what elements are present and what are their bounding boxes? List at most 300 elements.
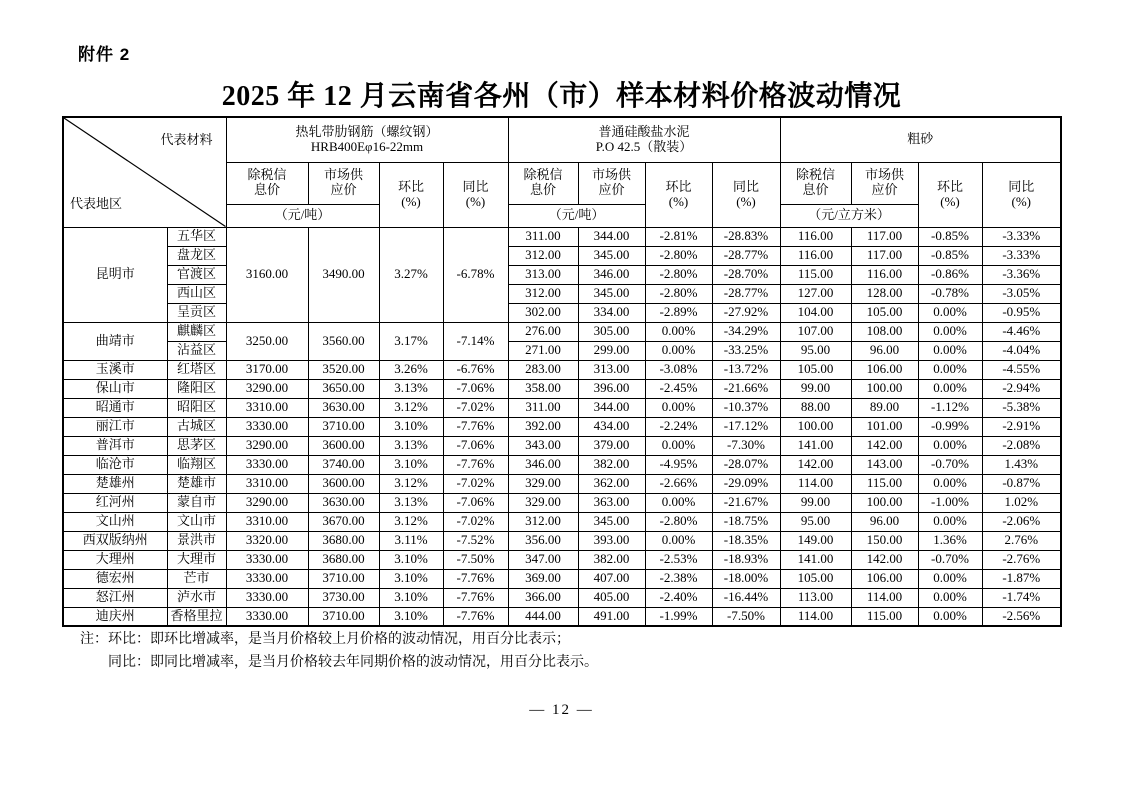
cement-value-cell: -2.80%: [645, 284, 712, 303]
cement-value-cell: -2.80%: [645, 512, 712, 531]
sand-value-cell: 141.00: [780, 436, 851, 455]
sand-value-cell: -3.36%: [982, 265, 1061, 284]
steel-value-cell: -7.76%: [443, 588, 508, 607]
steel-unit-header: （元/吨）: [226, 204, 379, 227]
sand-yoy-l1: 同比: [1008, 178, 1035, 194]
material-sand-line1: 粗砂: [907, 131, 934, 147]
steel-value-cell: -7.52%: [443, 531, 508, 550]
steel-value-cell: 3170.00: [226, 360, 308, 379]
sand-yoy-header: [982, 162, 1061, 227]
sand-value-cell: 143.00: [851, 455, 918, 474]
table-row: [63, 493, 1061, 512]
sand-value-cell: 95.00: [780, 512, 851, 531]
cement-value-cell: 311.00: [508, 398, 578, 417]
prefecture-cell: 丽江市: [63, 417, 167, 436]
sand-value-cell: 2.76%: [982, 531, 1061, 550]
cement-mom-header: [645, 162, 712, 227]
sand-mom-l1: 环比: [937, 178, 964, 194]
steel-value-cell: -7.76%: [443, 417, 508, 436]
cement-value-cell: 379.00: [578, 436, 645, 455]
steel-value-cell: 3670.00: [308, 512, 379, 531]
cement-price1-header: [508, 162, 578, 204]
sand-value-cell: 100.00: [851, 493, 918, 512]
table-row: [63, 360, 1061, 379]
steel-value-cell: 3320.00: [226, 531, 308, 550]
cement-value-cell: 362.00: [578, 474, 645, 493]
cement-value-cell: 363.00: [578, 493, 645, 512]
steel-value-cell: -7.06%: [443, 379, 508, 398]
cement-value-cell: -2.38%: [645, 569, 712, 588]
prefecture-cell: 玉溪市: [63, 360, 167, 379]
table-row: [63, 246, 1061, 265]
prefecture-cell: 昭通市: [63, 398, 167, 417]
steel-value-cell: 3560.00: [308, 322, 379, 360]
sand-unit-header: （元/立方米）: [780, 204, 918, 227]
cement-value-cell: -2.40%: [645, 588, 712, 607]
cement-value-cell: 382.00: [578, 455, 645, 474]
sand-value-cell: 105.00: [780, 569, 851, 588]
district-cell: 芒市: [167, 569, 226, 588]
steel-value-cell: 3.13%: [379, 436, 443, 455]
cement-value-cell: 369.00: [508, 569, 578, 588]
sand-value-cell: 149.00: [780, 531, 851, 550]
table-row: [63, 379, 1061, 398]
prefecture-cell: 西双版纳州: [63, 531, 167, 550]
sand-value-cell: 105.00: [851, 303, 918, 322]
cement-value-cell: -2.89%: [645, 303, 712, 322]
cement-value-cell: -2.53%: [645, 550, 712, 569]
sand-value-cell: -0.95%: [982, 303, 1061, 322]
sand-value-cell: -2.76%: [982, 550, 1061, 569]
steel-yoy-header: [443, 162, 508, 227]
cement-value-cell: -18.93%: [712, 550, 780, 569]
cement-value-cell: 0.00%: [645, 436, 712, 455]
table-row: [63, 474, 1061, 493]
district-cell: 五华区: [167, 227, 226, 246]
sand-value-cell: 114.00: [780, 474, 851, 493]
cement-value-cell: 312.00: [508, 284, 578, 303]
cement-value-cell: 0.00%: [645, 322, 712, 341]
cement-value-cell: 0.00%: [645, 493, 712, 512]
table-row: [63, 550, 1061, 569]
material-steel-line1: 热轧带肋钢筋（螺纹钢）: [295, 123, 439, 139]
steel-value-cell: 3710.00: [308, 569, 379, 588]
cement-value-cell: -2.81%: [645, 227, 712, 246]
steel-value-cell: 3160.00: [226, 227, 308, 322]
cement-value-cell: 305.00: [578, 322, 645, 341]
table-row: [63, 398, 1061, 417]
steel-value-cell: 3310.00: [226, 512, 308, 531]
steel-value-cell: 3330.00: [226, 455, 308, 474]
sand-value-cell: 100.00: [851, 379, 918, 398]
cement-yoy-header: [712, 162, 780, 227]
steel-value-cell: 3.12%: [379, 512, 443, 531]
steel-value-cell: 3650.00: [308, 379, 379, 398]
steel-value-cell: 3680.00: [308, 531, 379, 550]
corner-material-label: 代表材料: [160, 132, 213, 147]
sand-value-cell: 115.00: [851, 474, 918, 493]
cement-value-cell: 329.00: [508, 493, 578, 512]
footnote-yoy: 同比：即同比增减率，是当月价格较去年同期价格的波动情况，用百分比表示。: [108, 655, 598, 670]
sand-value-cell: 99.00: [780, 493, 851, 512]
prefecture-cell: 普洱市: [63, 436, 167, 455]
page-title: 2025 年 12 月云南省各州（市）样本材料价格波动情况: [221, 81, 902, 112]
price-table: [62, 116, 1062, 627]
steel-price1-l1: 除税信: [247, 167, 287, 183]
steel-value-cell: 3680.00: [308, 550, 379, 569]
steel-value-cell: -7.14%: [443, 322, 508, 360]
material-cement-line2: P.O 42.5（散装）: [595, 138, 693, 154]
sand-mom-header: [918, 162, 982, 227]
sand-yoy-l2: (%): [1011, 193, 1032, 209]
sand-value-cell: 128.00: [851, 284, 918, 303]
steel-value-cell: -7.76%: [443, 607, 508, 626]
attachment-label: 附件 2: [78, 45, 131, 64]
cement-unit-header: （元/吨）: [508, 204, 645, 227]
cement-value-cell: -4.95%: [645, 455, 712, 474]
sand-value-cell: 0.00%: [918, 436, 982, 455]
district-cell: 官渡区: [167, 265, 226, 284]
steel-value-cell: 3.10%: [379, 569, 443, 588]
steel-price2-l2: 应价: [330, 182, 357, 197]
table-row: [63, 588, 1061, 607]
sand-value-cell: 106.00: [851, 569, 918, 588]
cement-value-cell: -2.24%: [645, 417, 712, 436]
sand-value-cell: 1.36%: [918, 531, 982, 550]
table-row: [63, 455, 1061, 474]
steel-value-cell: 3290.00: [226, 436, 308, 455]
sand-value-cell: 0.00%: [918, 341, 982, 360]
steel-value-cell: 3250.00: [226, 322, 308, 360]
prefecture-cell: 临沧市: [63, 455, 167, 474]
steel-value-cell: 3.12%: [379, 398, 443, 417]
sand-value-cell: 0.00%: [918, 588, 982, 607]
cement-value-cell: 345.00: [578, 246, 645, 265]
table-row: [63, 265, 1061, 284]
steel-value-cell: 3710.00: [308, 607, 379, 626]
prefecture-cell: 楚雄州: [63, 474, 167, 493]
steel-yoy-l1: 同比: [462, 178, 489, 194]
table-row: [63, 531, 1061, 550]
steel-value-cell: 3.12%: [379, 474, 443, 493]
sand-value-cell: 142.00: [851, 436, 918, 455]
cement-value-cell: -18.00%: [712, 569, 780, 588]
prefecture-cell: 文山州: [63, 512, 167, 531]
material-steel-line2: HRB400Eφ16-22mm: [310, 138, 424, 154]
cement-value-cell: -18.75%: [712, 512, 780, 531]
steel-price1-header: [226, 162, 308, 204]
district-cell: 盘龙区: [167, 246, 226, 265]
steel-value-cell: -7.50%: [443, 550, 508, 569]
sand-value-cell: 115.00: [851, 607, 918, 626]
steel-mom-l2: (%): [401, 193, 421, 209]
material-cement-line1: 普通硅酸盐水泥: [598, 123, 690, 139]
sand-value-cell: 1.02%: [982, 493, 1061, 512]
cement-value-cell: 356.00: [508, 531, 578, 550]
cement-value-cell: 396.00: [578, 379, 645, 398]
district-cell: 蒙自市: [167, 493, 226, 512]
sand-price1-l2: 息价: [802, 182, 829, 197]
table-row: [63, 569, 1061, 588]
sand-value-cell: 116.00: [851, 265, 918, 284]
sand-value-cell: -0.85%: [918, 246, 982, 265]
table-row: [63, 512, 1061, 531]
prefecture-cell: 怒江州: [63, 588, 167, 607]
sand-value-cell: -0.87%: [982, 474, 1061, 493]
sand-value-cell: -2.94%: [982, 379, 1061, 398]
cement-value-cell: 344.00: [578, 398, 645, 417]
sand-value-cell: 127.00: [780, 284, 851, 303]
cement-value-cell: 271.00: [508, 341, 578, 360]
sand-value-cell: -3.05%: [982, 284, 1061, 303]
prefecture-cell: 保山市: [63, 379, 167, 398]
steel-value-cell: -7.06%: [443, 493, 508, 512]
page-number: — 12 —: [529, 702, 594, 718]
table-row: [63, 322, 1061, 341]
steel-value-cell: 3330.00: [226, 569, 308, 588]
table-body: [63, 227, 1061, 626]
cement-value-cell: 346.00: [508, 455, 578, 474]
steel-value-cell: 3.13%: [379, 493, 443, 512]
district-cell: 文山市: [167, 512, 226, 531]
sand-value-cell: -0.86%: [918, 265, 982, 284]
sand-value-cell: -2.08%: [982, 436, 1061, 455]
steel-value-cell: 3730.00: [308, 588, 379, 607]
sand-value-cell: 0.00%: [918, 607, 982, 626]
sand-value-cell: 104.00: [780, 303, 851, 322]
sand-value-cell: 0.00%: [918, 512, 982, 531]
sand-value-cell: -0.70%: [918, 550, 982, 569]
sand-value-cell: 0.00%: [918, 474, 982, 493]
steel-value-cell: 3.27%: [379, 227, 443, 322]
steel-value-cell: 3330.00: [226, 607, 308, 626]
steel-value-cell: -7.76%: [443, 455, 508, 474]
table-row: [63, 303, 1061, 322]
steel-value-cell: 3.10%: [379, 550, 443, 569]
cement-value-cell: -16.44%: [712, 588, 780, 607]
cement-value-cell: 311.00: [508, 227, 578, 246]
cement-price1-l1: 除税信: [523, 167, 563, 183]
cement-value-cell: 313.00: [508, 265, 578, 284]
steel-value-cell: -6.78%: [443, 227, 508, 322]
cement-price2-header: [578, 162, 645, 204]
sand-value-cell: 0.00%: [918, 322, 982, 341]
steel-value-cell: 3.10%: [379, 607, 443, 626]
cement-value-cell: 343.00: [508, 436, 578, 455]
cement-value-cell: -21.66%: [712, 379, 780, 398]
cement-value-cell: 405.00: [578, 588, 645, 607]
district-cell: 昭阳区: [167, 398, 226, 417]
cement-value-cell: 444.00: [508, 607, 578, 626]
sand-price2-l1: 市场供: [865, 167, 905, 183]
sand-value-cell: 89.00: [851, 398, 918, 417]
cement-value-cell: 329.00: [508, 474, 578, 493]
prefecture-cell: 大理州: [63, 550, 167, 569]
prefecture-cell: 红河州: [63, 493, 167, 512]
table-header: [63, 117, 1061, 227]
sand-value-cell: -4.46%: [982, 322, 1061, 341]
cement-price2-l2: 应价: [598, 182, 625, 197]
sand-value-cell: -2.56%: [982, 607, 1061, 626]
sand-value-cell: -1.87%: [982, 569, 1061, 588]
sand-value-cell: -5.38%: [982, 398, 1061, 417]
steel-price2-header: [308, 162, 379, 204]
steel-price2-l1: 市场供: [323, 167, 363, 183]
cement-value-cell: 434.00: [578, 417, 645, 436]
cement-value-cell: 312.00: [508, 512, 578, 531]
sand-value-cell: 142.00: [851, 550, 918, 569]
cement-value-cell: -28.77%: [712, 284, 780, 303]
sand-value-cell: -2.06%: [982, 512, 1061, 531]
sand-value-cell: -0.78%: [918, 284, 982, 303]
district-cell: 隆阳区: [167, 379, 226, 398]
sand-value-cell: 105.00: [780, 360, 851, 379]
steel-value-cell: 3520.00: [308, 360, 379, 379]
table-row: [63, 607, 1061, 626]
cement-value-cell: -21.67%: [712, 493, 780, 512]
cement-value-cell: -1.99%: [645, 607, 712, 626]
corner-header-cell: [63, 117, 226, 227]
cement-value-cell: 334.00: [578, 303, 645, 322]
steel-value-cell: 3.10%: [379, 455, 443, 474]
sand-value-cell: 96.00: [851, 341, 918, 360]
steel-value-cell: 3290.00: [226, 379, 308, 398]
district-cell: 沾益区: [167, 341, 226, 360]
cement-value-cell: -28.77%: [712, 246, 780, 265]
sand-value-cell: 1.43%: [982, 455, 1061, 474]
cement-value-cell: 302.00: [508, 303, 578, 322]
sand-mom-l2: (%): [940, 193, 960, 209]
sand-value-cell: -1.74%: [982, 588, 1061, 607]
cement-value-cell: -10.37%: [712, 398, 780, 417]
sand-value-cell: 0.00%: [918, 379, 982, 398]
district-cell: 古城区: [167, 417, 226, 436]
sand-value-cell: 107.00: [780, 322, 851, 341]
steel-value-cell: 3.13%: [379, 379, 443, 398]
sand-value-cell: 115.00: [780, 265, 851, 284]
cement-value-cell: 313.00: [578, 360, 645, 379]
sand-value-cell: -1.00%: [918, 493, 982, 512]
cement-value-cell: 299.00: [578, 341, 645, 360]
cement-value-cell: 345.00: [578, 512, 645, 531]
cement-value-cell: 345.00: [578, 284, 645, 303]
district-cell: 景洪市: [167, 531, 226, 550]
cement-value-cell: 347.00: [508, 550, 578, 569]
material-header-steel: [226, 117, 508, 162]
cement-value-cell: -17.12%: [712, 417, 780, 436]
prefecture-cell: 迪庆州: [63, 607, 167, 626]
cement-value-cell: -7.30%: [712, 436, 780, 455]
table-row: [63, 284, 1061, 303]
sand-value-cell: 0.00%: [918, 569, 982, 588]
cement-value-cell: 491.00: [578, 607, 645, 626]
cement-value-cell: -2.66%: [645, 474, 712, 493]
steel-value-cell: -6.76%: [443, 360, 508, 379]
cement-value-cell: -33.25%: [712, 341, 780, 360]
cement-value-cell: 0.00%: [645, 531, 712, 550]
cement-price2-l1: 市场供: [592, 167, 632, 183]
cement-value-cell: 346.00: [578, 265, 645, 284]
material-header-cement: [508, 117, 780, 162]
cement-value-cell: -28.70%: [712, 265, 780, 284]
steel-value-cell: 3.10%: [379, 417, 443, 436]
sand-value-cell: 100.00: [780, 417, 851, 436]
sand-value-cell: 113.00: [780, 588, 851, 607]
district-cell: 西山区: [167, 284, 226, 303]
steel-value-cell: 3630.00: [308, 398, 379, 417]
sand-value-cell: 150.00: [851, 531, 918, 550]
sand-value-cell: 141.00: [780, 550, 851, 569]
sand-value-cell: -4.55%: [982, 360, 1061, 379]
steel-mom-l1: 环比: [397, 178, 424, 194]
district-cell: 临翔区: [167, 455, 226, 474]
sand-value-cell: -0.85%: [918, 227, 982, 246]
cement-value-cell: 0.00%: [645, 398, 712, 417]
corner-region-label: 代表地区: [70, 195, 123, 211]
footnote-mom: 注：环比：即环比增减率，是当月价格较上月价格的波动情况，用百分比表示；: [80, 632, 570, 647]
prefecture-cell: 曲靖市: [63, 322, 167, 360]
cement-value-cell: 366.00: [508, 588, 578, 607]
sand-value-cell: -3.33%: [982, 246, 1061, 265]
steel-value-cell: -7.02%: [443, 398, 508, 417]
sand-value-cell: 96.00: [851, 512, 918, 531]
district-cell: 呈贡区: [167, 303, 226, 322]
district-cell: 香格里拉: [167, 607, 226, 626]
steel-yoy-l2: (%): [465, 193, 486, 209]
sand-value-cell: 99.00: [780, 379, 851, 398]
sand-value-cell: 106.00: [851, 360, 918, 379]
sand-price1-l1: 除税信: [796, 167, 836, 183]
material-header-sand: [780, 117, 1061, 162]
sand-value-cell: 95.00: [780, 341, 851, 360]
steel-value-cell: 3.11%: [379, 531, 443, 550]
steel-value-cell: 3330.00: [226, 417, 308, 436]
steel-value-cell: 3310.00: [226, 398, 308, 417]
cement-value-cell: -7.50%: [712, 607, 780, 626]
steel-value-cell: 3630.00: [308, 493, 379, 512]
sand-price1-header: [780, 162, 851, 204]
cement-value-cell: 407.00: [578, 569, 645, 588]
cement-value-cell: -2.80%: [645, 246, 712, 265]
sand-price2-l2: 应价: [871, 182, 898, 197]
cement-price1-l2: 息价: [530, 182, 557, 197]
steel-value-cell: 3.10%: [379, 588, 443, 607]
district-cell: 红塔区: [167, 360, 226, 379]
cement-value-cell: -27.92%: [712, 303, 780, 322]
sand-value-cell: 117.00: [851, 246, 918, 265]
steel-price1-l2: 息价: [253, 182, 280, 197]
cement-value-cell: -18.35%: [712, 531, 780, 550]
cement-value-cell: 276.00: [508, 322, 578, 341]
sand-value-cell: 116.00: [780, 246, 851, 265]
steel-value-cell: -7.02%: [443, 512, 508, 531]
steel-value-cell: 3710.00: [308, 417, 379, 436]
cement-value-cell: -29.09%: [712, 474, 780, 493]
district-cell: 麒麟区: [167, 322, 226, 341]
prefecture-cell: 昆明市: [63, 227, 167, 322]
cement-value-cell: 393.00: [578, 531, 645, 550]
cement-value-cell: 0.00%: [645, 341, 712, 360]
table-row: [63, 341, 1061, 360]
cement-value-cell: -28.07%: [712, 455, 780, 474]
steel-value-cell: 3600.00: [308, 474, 379, 493]
sand-value-cell: -0.99%: [918, 417, 982, 436]
district-cell: 楚雄市: [167, 474, 226, 493]
cement-value-cell: 382.00: [578, 550, 645, 569]
steel-value-cell: 3490.00: [308, 227, 379, 322]
cement-mom-l1: 环比: [665, 178, 692, 194]
table-row: [63, 417, 1061, 436]
